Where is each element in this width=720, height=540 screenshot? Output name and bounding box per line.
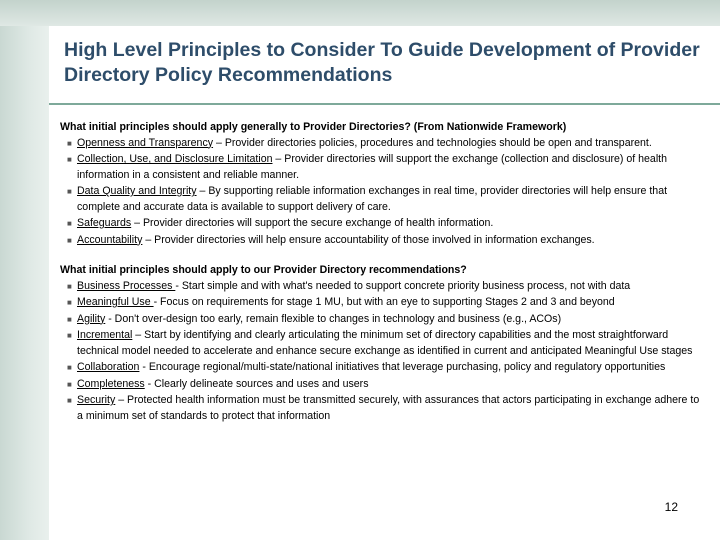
list-item <box>60 360 700 376</box>
principle-term: Collaboration <box>77 361 140 373</box>
principles-list-recommendations <box>60 279 700 425</box>
list-item <box>60 152 700 183</box>
principle-text: – By supporting reliable information exchanges in real time, provider directories will help ensure that complete and accurate data is available to support delivery of care. <box>77 185 668 213</box>
principles-list-general <box>60 136 700 249</box>
principle-text: – Provider directories will help ensure accountability of those involved in information exchanges. <box>142 233 595 246</box>
principle-term: Security <box>77 394 116 406</box>
bullet-icon: ■ <box>67 138 72 148</box>
bullet-icon: ■ <box>67 235 72 245</box>
principle-text: - Clearly delineate sources and uses and users <box>144 377 369 390</box>
bullet-icon: ■ <box>67 379 72 389</box>
principle-text: - Encourage regional/multi-state/national initiatives that leverage purchasing, policy and regulatory opportunities <box>139 361 666 373</box>
title-divider <box>49 103 720 105</box>
list-item <box>60 393 700 424</box>
principle-term: Business Processes <box>77 279 176 292</box>
slide-title: High Level Principles to Consider To Guide Development of Provider Directory Policy Recommendations <box>64 39 700 86</box>
principle-text: – Provider directories policies, procedures and technologies should be open and transparent. <box>213 136 652 149</box>
section-spacer <box>60 249 700 263</box>
bullet-icon: ■ <box>67 281 72 291</box>
principle-term: Data Quality and Integrity <box>77 185 197 197</box>
list-item <box>60 233 700 249</box>
section-heading: What initial principles should apply to our Provider Directory recommendations? <box>60 264 467 276</box>
principle-term: Openness and Transparency <box>77 136 214 149</box>
bullet-icon: ■ <box>67 363 72 372</box>
list-item <box>60 279 700 295</box>
top-decorative-band <box>0 0 720 26</box>
principle-term: Incremental <box>77 329 133 341</box>
section-heading: What initial principles should apply generally to Provider Directories? (From Nationwide Framework) <box>60 121 567 133</box>
bullet-icon: ■ <box>67 298 72 307</box>
page-number: 12 <box>664 500 678 514</box>
principle-term: Agility <box>77 312 106 325</box>
bullet-icon: ■ <box>67 396 72 405</box>
list-item <box>60 136 700 152</box>
list-item <box>60 295 700 311</box>
list-item <box>60 312 700 328</box>
slide-content <box>60 120 700 425</box>
principle-term: Accountability <box>77 233 143 246</box>
principle-term: Completeness <box>77 377 145 390</box>
principle-text: - Focus on requirements for stage 1 MU, but with an eye to supporting Stages 2 and 3 and beyond <box>153 296 615 308</box>
list-item <box>60 377 700 393</box>
principle-term: Collection, Use, and Disclosure Limitation <box>77 153 273 165</box>
list-item <box>60 184 700 215</box>
principle-term: Meaningful Use <box>77 296 154 308</box>
principle-text: – Provider directories will support the exchange (collection and disclosure) of health information in a consistent and reliable manner. <box>77 153 668 181</box>
principle-term: Safeguards <box>77 217 132 229</box>
bullet-icon: ■ <box>67 314 72 324</box>
principle-text: – Start by identifying and clearly articulating the minimum set of directory capabilities and the most straightforward technical model needed to accelerate and enhance secure exchange as identified in current and anticipated Meaningful Use stages <box>77 329 693 357</box>
principle-text: - Start simple and with what's needed to support concrete priority business process, not with data <box>175 279 631 292</box>
bullet-icon: ■ <box>67 155 72 164</box>
bullet-icon: ■ <box>67 187 72 196</box>
bullet-icon: ■ <box>67 331 72 340</box>
bullet-icon: ■ <box>67 219 72 228</box>
principle-text: – Provider directories will support the secure exchange of health information. <box>131 217 494 229</box>
left-decorative-bar <box>0 0 49 540</box>
principle-text: – Protected health information must be transmitted securely, with assurances that actors participating in exchange adhere to a minimum set of standards to protect that information <box>77 394 700 422</box>
list-item <box>60 328 700 359</box>
principle-text: - Don't over-design too early, remain flexible to changes in technology and business (e.g., ACOs) <box>105 312 562 325</box>
list-item <box>60 216 700 232</box>
